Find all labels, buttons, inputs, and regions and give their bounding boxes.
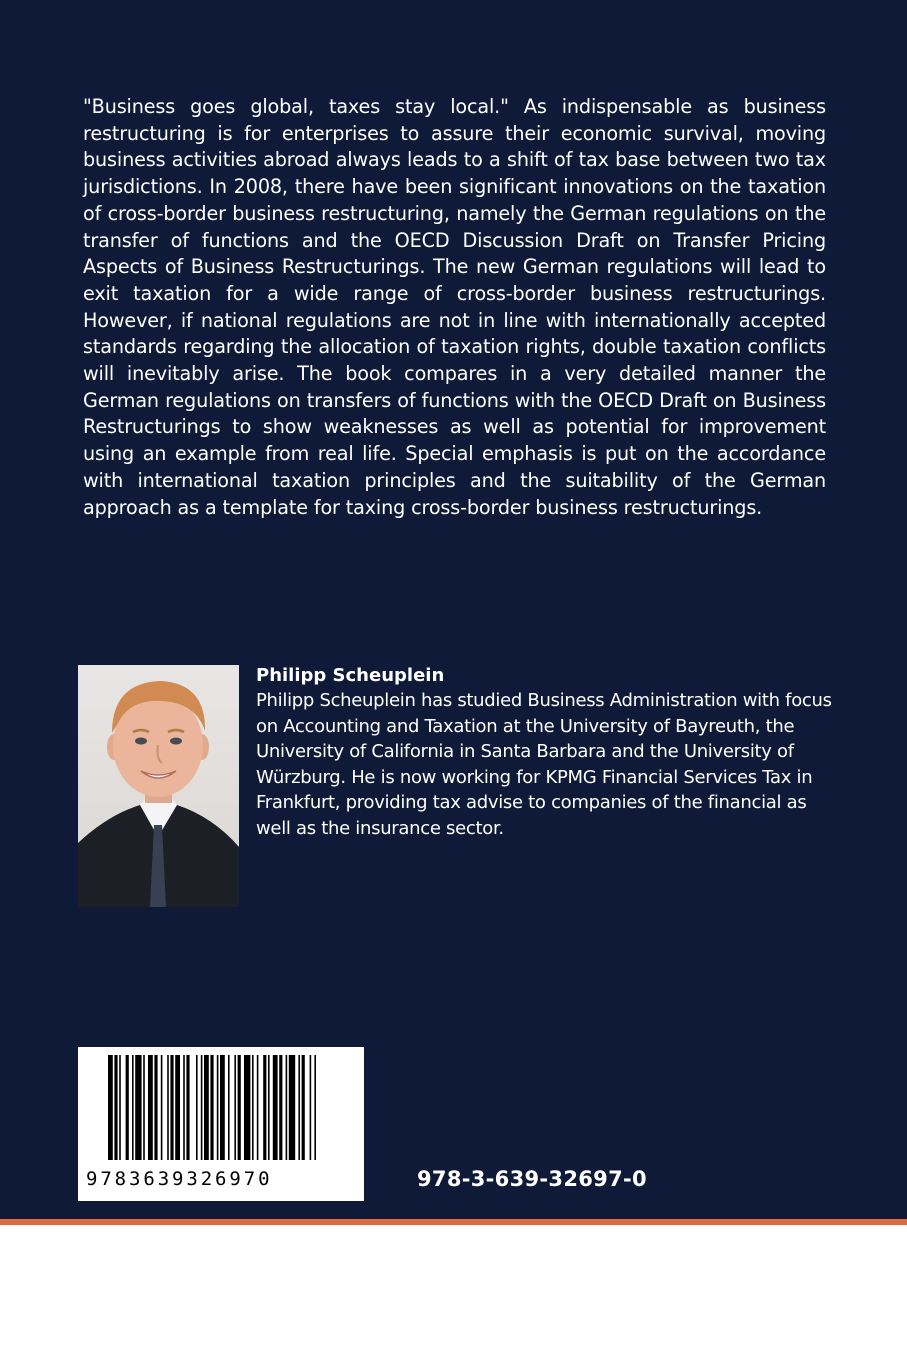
barcode-bar: [310, 1055, 312, 1160]
barcode-bar: [161, 1055, 163, 1160]
barcode-bar: [244, 1055, 250, 1160]
barcode-bar: [286, 1055, 288, 1160]
barcode-bar: [238, 1055, 241, 1160]
barcode-bar: [210, 1055, 213, 1160]
barcode-bar: [289, 1055, 295, 1160]
barcode-bar: [119, 1055, 121, 1160]
barcode-bar: [143, 1055, 145, 1160]
author-photo: [78, 665, 239, 907]
author-name: Philipp Scheuplein: [256, 665, 445, 686]
barcode-bar: [167, 1055, 169, 1160]
barcode-bar: [220, 1055, 225, 1160]
barcode-bar: [132, 1055, 134, 1160]
barcode-bar: [114, 1055, 117, 1160]
barcode-bar: [186, 1055, 189, 1160]
accent-band: [0, 1219, 907, 1225]
barcode-bar: [279, 1055, 282, 1160]
author-bio: Philipp Scheuplein has studied Business Administration with focus on Accounting and Taxation at the University of Bayreuth, the University of California in Santa Barbara and the University of Würzburg. He is now working for KPMG Financial Services Tax in Frankfurt, providing tax advise to companies of the financial as well as the insurance sector.: [256, 690, 832, 839]
barcode-bar: [217, 1055, 219, 1160]
author-portrait-image: [78, 665, 239, 907]
barcode-bar: [108, 1055, 113, 1160]
barcode-bar: [196, 1055, 198, 1160]
barcode-bar: [170, 1055, 173, 1160]
isbn-number: 978-3-639-32697-0: [417, 1167, 647, 1191]
barcode-bar: [268, 1055, 270, 1160]
barcode-bar: [204, 1055, 209, 1160]
barcode-bar: [126, 1055, 129, 1160]
barcode-bar: [273, 1055, 278, 1160]
barcode-bar: [201, 1055, 203, 1160]
barcode-bar: [175, 1055, 180, 1160]
barcode-bar: [252, 1055, 254, 1160]
barcode-bar: [148, 1055, 153, 1160]
barcode-bar: [135, 1055, 141, 1160]
barcode-bar: [183, 1055, 185, 1160]
barcode-bar: [154, 1055, 157, 1160]
barcode-bar: [234, 1055, 236, 1160]
barcode-bar: [298, 1055, 300, 1160]
barcode-bar: [314, 1055, 316, 1160]
book-blurb: "Business goes global, taxes stay local." As indispensable as business restructuring is for enterprises to assure their economic survival, moving business activities abroad always leads to a shift of tax base between two tax jurisdictions. In 2008, there have been significant innovations on the taxation of cross-border business restructuring, namely the German regulations on the transfer of functions and the OECD Discussion Draft on Transfer Pricing Aspects of Business Restructurings. The new German regulations will lead to exit taxation for a wide range of cross-border business restructurings. However, if national regulations are not in line with internationally accepted standards regarding the allocation of taxation rights, double taxation conflicts will inevitably arise. The book compares in a very detailed manner the German regulations on transfers of functions with the OECD Draft on Business Restructurings to show weaknesses as well as potential for improvement using an example from real life. Special emphasis is put on the accordance with international taxation principles and the suitability of the German approach as a template for taxing cross-border business restructurings.: [83, 95, 826, 519]
barcode-bar: [302, 1055, 305, 1160]
barcode: [78, 1047, 364, 1201]
barcode-digits: 9783639326970: [86, 1168, 273, 1190]
barcode-bar: [263, 1055, 266, 1160]
barcode-bar: [257, 1055, 259, 1160]
barcode-bar: [228, 1055, 230, 1160]
